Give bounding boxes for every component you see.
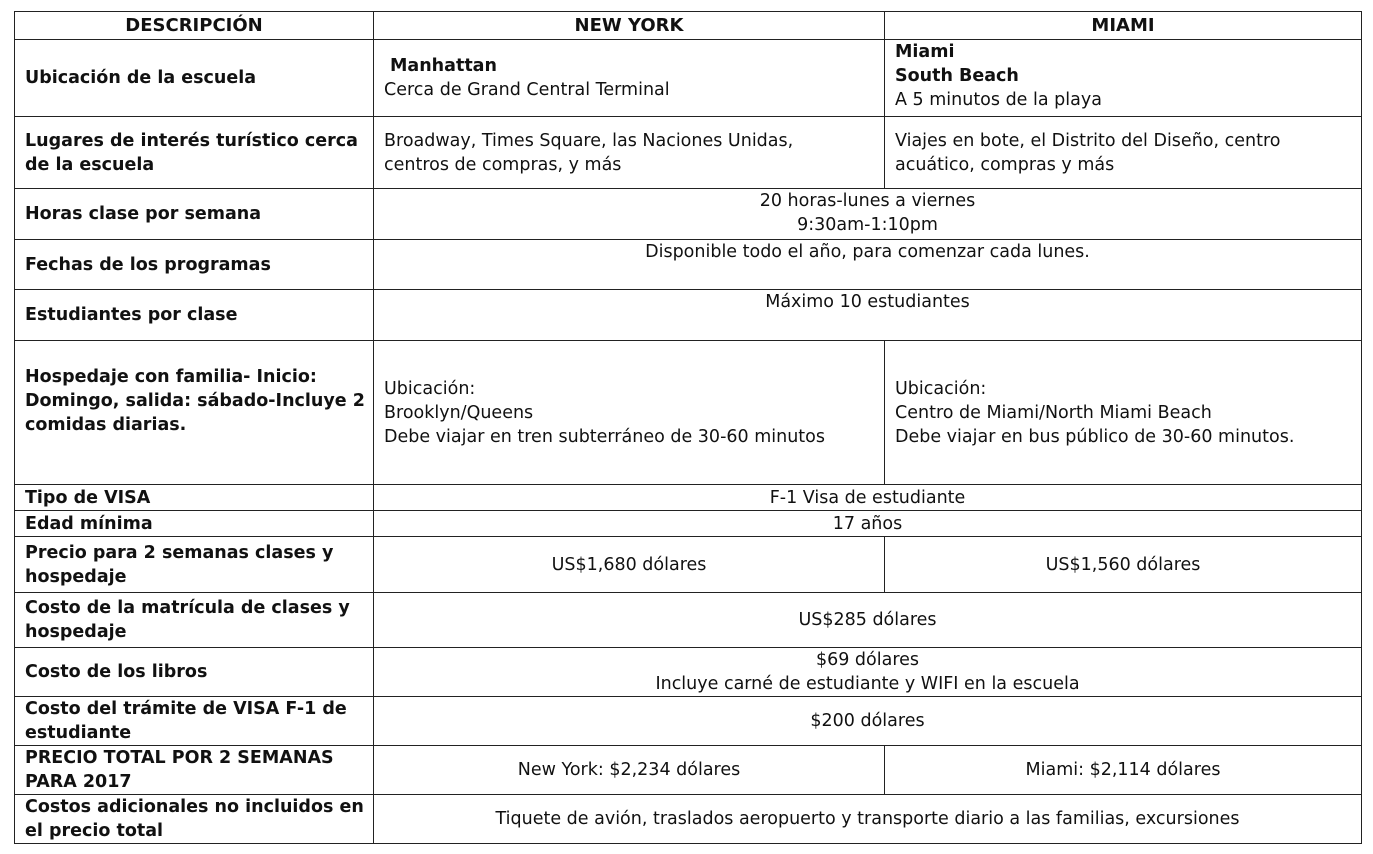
row-label: Fechas de los programas — [15, 240, 374, 290]
table-row — [15, 593, 1362, 648]
row-label-line: PARA 2017 — [25, 772, 132, 792]
row-label-line: hospedaje — [25, 566, 127, 587]
row-label-line: Lugares de interés turístico cerca — [25, 130, 358, 151]
text-line: Centro de Miami/North Miami Beach — [895, 402, 1212, 423]
ny-location-title: Manhattan — [390, 56, 497, 76]
table-row — [15, 240, 1362, 290]
table-row — [15, 485, 1362, 511]
row-label-line: hospedaje — [25, 622, 127, 642]
visa-value: F-1 Visa de estudiante — [374, 485, 1362, 511]
miami-location-subtitle: South Beach — [895, 66, 1019, 86]
text-line: Broadway, Times Square, las Naciones Unidas, — [384, 130, 794, 151]
row-label-line: el precio total — [25, 821, 164, 841]
dates-value: Disponible todo el año, para comenzar cada lunes. — [374, 240, 1362, 290]
row-label-line: Precio para 2 semanas clases y — [25, 542, 334, 563]
row-label-line: PRECIO TOTAL POR 2 SEMANAS — [25, 748, 334, 768]
row-label: Horas clase por semana — [15, 189, 374, 240]
miami-attractions — [885, 117, 1362, 189]
row-label-line: de la escuela — [25, 154, 155, 175]
miami-total-price: Miami: $2,114 dólares — [885, 746, 1362, 795]
row-label: Edad mínima — [15, 511, 374, 537]
text-line: Ubicación: — [895, 378, 987, 399]
ny-location-text: Cerca de Grand Central Terminal — [384, 80, 670, 100]
row-label — [15, 697, 374, 746]
text-line: centros de compras, y más — [384, 154, 622, 175]
table-row — [15, 648, 1362, 697]
header-new-york: NEW YORK — [374, 12, 885, 40]
ny-total-price: New York: $2,234 dólares — [374, 746, 885, 795]
text-line: Debe viajar en tren subterráneo de 30-60 minutos — [384, 426, 825, 447]
age-value: 17 años — [374, 511, 1362, 537]
text-line: Incluye carné de estudiante y WIFI en la escuela — [655, 674, 1080, 694]
row-label-line: comidas diarias. — [25, 415, 187, 435]
header-row — [15, 12, 1362, 40]
table-row — [15, 537, 1362, 593]
hours-value — [374, 189, 1362, 240]
registration-value: US$285 dólares — [374, 593, 1362, 648]
ny-homestay — [374, 341, 885, 485]
row-label — [15, 117, 374, 189]
miami-price-2-weeks: US$1,560 dólares — [885, 537, 1362, 593]
row-label-line: Costos adicionales no incluidos en — [25, 797, 364, 817]
ny-attractions — [374, 117, 885, 189]
ny-school-location — [374, 40, 885, 117]
text-line: Debe viajar en bus público de 30-60 minutos. — [895, 426, 1295, 447]
students-value: Máximo 10 estudiantes — [374, 290, 1362, 341]
text-line: 9:30am-1:10pm — [797, 215, 938, 235]
text-line: Brooklyn/Queens — [384, 402, 534, 423]
text-line: acuático, compras y más — [895, 154, 1115, 175]
row-label-line: Costo del trámite de VISA F-1 de — [25, 699, 347, 719]
miami-school-location — [885, 40, 1362, 117]
row-label — [15, 593, 374, 648]
row-label-line: Hospedaje con familia- Inicio: — [25, 367, 317, 387]
visa-fee-value: $200 dólares — [374, 697, 1362, 746]
row-label — [15, 746, 374, 795]
books-value — [374, 648, 1362, 697]
text-line: $69 dólares — [815, 650, 920, 670]
row-label-line: Domingo, salida: sábado-Incluye 2 — [25, 391, 365, 411]
row-label: Tipo de VISA — [15, 485, 374, 511]
table-row — [15, 290, 1362, 341]
table-row — [15, 697, 1362, 746]
header-descripcion: DESCRIPCIÓN — [15, 12, 374, 40]
row-label — [15, 795, 374, 844]
table-row — [15, 341, 1362, 485]
text-line: 20 horas-lunes a viernes — [759, 191, 976, 211]
table-row — [15, 40, 1362, 117]
table-row — [15, 511, 1362, 537]
text-line: Viajes en bote, el Distrito del Diseño, centro — [895, 130, 1281, 151]
table-row — [15, 795, 1362, 844]
header-miami: MIAMI — [885, 12, 1362, 40]
ny-price-2-weeks: US$1,680 dólares — [374, 537, 885, 593]
row-label: Ubicación de la escuela — [15, 40, 374, 117]
text-line: Ubicación: — [384, 378, 476, 399]
table-row — [15, 189, 1362, 240]
miami-homestay — [885, 341, 1362, 485]
row-label: Costo de los libros — [15, 648, 374, 697]
miami-location-title: Miami — [895, 42, 955, 62]
row-label — [15, 537, 374, 593]
table-row — [15, 746, 1362, 795]
row-label — [15, 341, 374, 485]
table-row — [15, 117, 1362, 189]
additional-costs-value: Tiquete de avión, traslados aeropuerto y transporte diario a las familias, excursiones — [374, 795, 1362, 844]
comparison-table — [14, 11, 1362, 844]
row-label: Estudiantes por clase — [15, 290, 374, 341]
miami-location-text: A 5 minutos de la playa — [895, 90, 1102, 110]
row-label-line: Costo de la matrícula de clases y — [25, 598, 350, 618]
row-label-line: estudiante — [25, 723, 132, 743]
